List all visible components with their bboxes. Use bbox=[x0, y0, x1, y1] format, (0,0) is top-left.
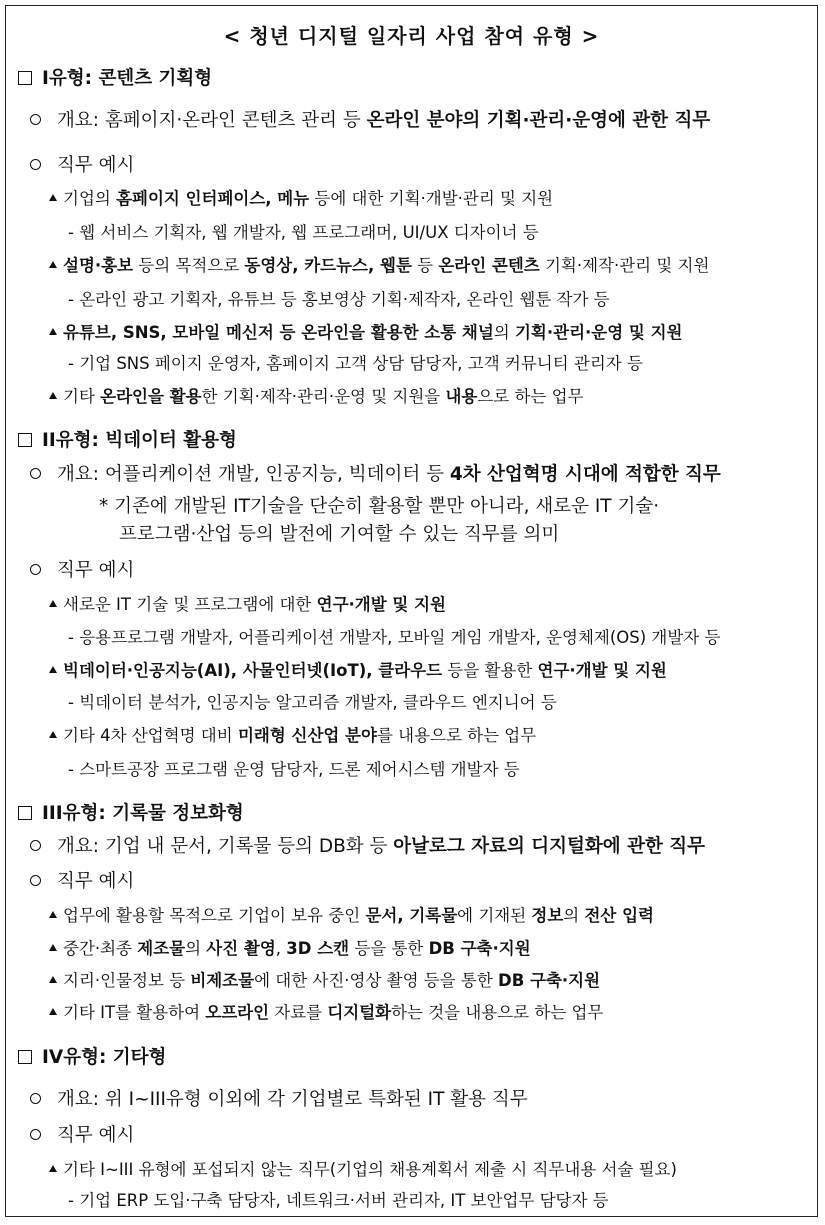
triangle-bullet-icon bbox=[49, 976, 57, 983]
example-sub: - 빅데이터 분석가, 인공지능 알고리즘 개발자, 클라우드 엔지니어 등 bbox=[68, 693, 557, 712]
overview-1: 개요: 홈페이지·온라인 콘텐츠 관리 등 온라인 분야의 기획·관리·운영에 관한 직무 bbox=[30, 112, 710, 131]
triangle-bullet-icon bbox=[49, 944, 57, 951]
note-line: * 기존에 개발된 IT기술을 단순히 활용할 뿐만 아니라, 새로운 IT 기술· bbox=[99, 496, 660, 517]
example-item: 기타 I~III 유형에 포섭되지 않는 직무(기업의 채용계획서 제출 시 직무내용 서술 필요) bbox=[49, 1162, 677, 1179]
checkbox-square-icon bbox=[18, 433, 32, 447]
example-item: 업무에 활용할 목적으로 기업이 보유 중인 문서, 기록물에 기재된 정보의 전산 입력 bbox=[49, 908, 654, 925]
example-sub: - 기업 SNS 페이지 운영자, 홈페이지 고객 상담 담당자, 고객 커뮤니티 관리자 등 bbox=[68, 354, 643, 373]
example-item: 빅데이터·인공지능(AI), 사물인터넷(IoT), 클라우드 등을 활용한 연구·개발 및 지원 bbox=[49, 663, 667, 680]
triangle-bullet-icon bbox=[49, 600, 57, 607]
example-item: 기타 온라인을 활용한 기획·제작·관리·운영 및 지원을 내용으로 하는 업무 bbox=[49, 389, 583, 406]
example-item: 지리·인물정보 등 비제조물에 대한 사진·영상 촬영 등을 통한 DB 구축·지원 bbox=[49, 973, 600, 990]
triangle-bullet-icon bbox=[49, 392, 57, 399]
circle-bullet-icon bbox=[30, 159, 41, 170]
circle-bullet-icon bbox=[30, 840, 41, 851]
section-heading-4: IV유형: 기타형 bbox=[18, 1049, 166, 1068]
example-item: 기타 4차 산업혁명 대비 미래형 신산업 분야를 내용으로 하는 업무 bbox=[49, 728, 536, 745]
overview-4: 개요: 위 I~III유형 이외에 각 기업별로 특화된 IT 활용 직무 bbox=[30, 1091, 528, 1110]
triangle-bullet-icon bbox=[49, 194, 57, 201]
examples-label-3: 직무 예시 bbox=[30, 873, 134, 892]
section-heading-2: II유형: 빅데이터 활용형 bbox=[18, 432, 237, 451]
triangle-bullet-icon bbox=[49, 1165, 57, 1172]
triangle-bullet-icon bbox=[49, 666, 57, 673]
overview-3: 개요: 기업 내 문서, 기록물 등의 DB화 등 아날로그 자료의 디지털화에 관한 직무 bbox=[30, 838, 705, 857]
triangle-bullet-icon bbox=[49, 1008, 57, 1015]
document-frame bbox=[5, 5, 818, 1217]
note-line: 프로그램·산업 등의 발전에 기여할 수 있는 직무를 의미 bbox=[119, 524, 560, 545]
example-item: 유튜브, SNS, 모바일 메신저 등 온라인을 활용한 소통 채널의 기획·관리·운영 및 지원 bbox=[49, 325, 682, 342]
checkbox-square-icon bbox=[18, 71, 32, 85]
circle-bullet-icon bbox=[30, 1129, 41, 1140]
triangle-bullet-icon bbox=[49, 328, 57, 335]
circle-bullet-icon bbox=[30, 468, 41, 479]
section-heading-1: I유형: 콘텐츠 기획형 bbox=[18, 70, 212, 89]
example-item: 중간·최종 제조물의 사진 촬영, 3D 스캔 등을 통한 DB 구축·지원 bbox=[49, 941, 531, 958]
circle-bullet-icon bbox=[30, 1093, 41, 1104]
triangle-bullet-icon bbox=[49, 261, 57, 268]
section-heading-3: III유형: 기록물 정보화형 bbox=[18, 805, 244, 824]
circle-bullet-icon bbox=[30, 114, 41, 125]
example-item: 설명·홍보 등의 목적으로 동영상, 카드뉴스, 웹툰 등 온라인 콘텐츠 기획·제작·관리 및 지원 bbox=[49, 258, 709, 275]
example-sub: - 스마트공장 프로그램 운영 담당자, 드론 제어시스템 개발자 등 bbox=[68, 760, 520, 779]
example-sub: - 응용프로그램 개발자, 어플리케이션 개발자, 모바일 게임 개발자, 운영체제(OS) 개발자 등 bbox=[68, 628, 721, 647]
checkbox-square-icon bbox=[18, 806, 32, 820]
example-item: 새로운 IT 기술 및 프로그램에 대한 연구·개발 및 지원 bbox=[49, 597, 446, 614]
example-sub: - 웹 서비스 기획자, 웹 개발자, 웹 프로그래머, UI/UX 디자이너 등 bbox=[68, 223, 539, 242]
example-sub: - 온라인 광고 기획자, 유튜브 등 홍보영상 기획·제작자, 온라인 웹툰 작가 등 bbox=[68, 290, 610, 309]
circle-bullet-icon bbox=[30, 564, 41, 575]
examples-label-2: 직무 예시 bbox=[30, 562, 134, 581]
examples-label-4: 직무 예시 bbox=[30, 1127, 134, 1146]
triangle-bullet-icon bbox=[49, 911, 57, 918]
overview-2: 개요: 어플리케이션 개발, 인공지능, 빅데이터 등 4차 산업혁명 시대에 적합한 직무 bbox=[30, 466, 721, 485]
examples-label-1: 직무 예시 bbox=[30, 157, 134, 176]
triangle-bullet-icon bbox=[49, 731, 57, 738]
page-title: < 청년 디지털 일자리 사업 참여 유형 > bbox=[223, 24, 600, 48]
circle-bullet-icon bbox=[30, 875, 41, 886]
example-item: 기업의 홈페이지 인터페이스, 메뉴 등에 대한 기획·개발·관리 및 지원 bbox=[49, 191, 553, 208]
checkbox-square-icon bbox=[18, 1050, 32, 1064]
example-item: 기타 IT를 활용하여 오프라인 자료를 디지털화하는 것을 내용으로 하는 업무 bbox=[49, 1005, 603, 1022]
example-sub: - 기업 ERP 도입·구축 담당자, 네트워크·서버 관리자, IT 보안업무 담당자 등 bbox=[68, 1191, 609, 1210]
